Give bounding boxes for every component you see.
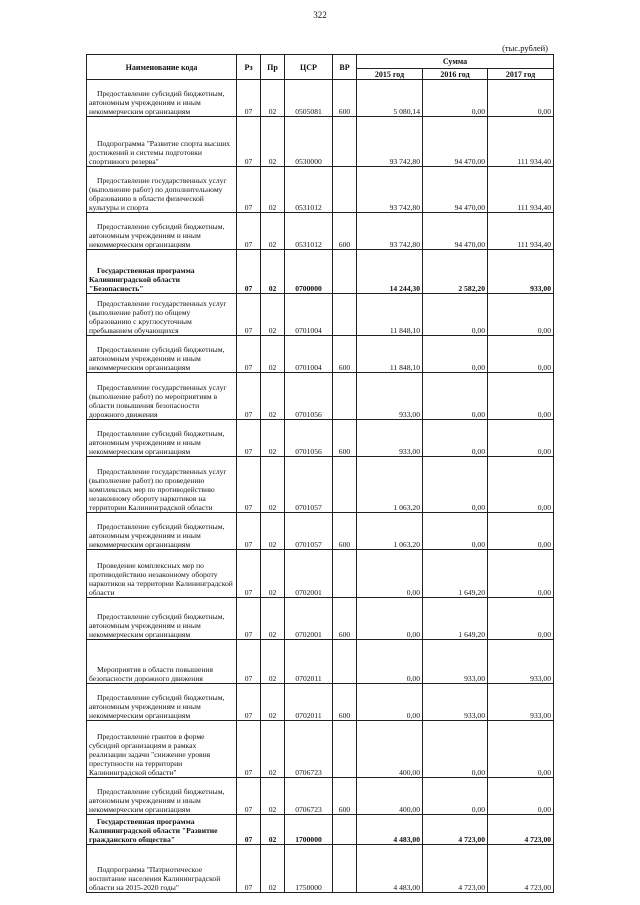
row-amount-2017: 4 723,00 — [488, 815, 554, 845]
row-pr: 02 — [261, 598, 285, 640]
row-rz: 07 — [237, 80, 261, 117]
row-amount-2017: 933,00 — [488, 684, 554, 721]
row-csr: 0702011 — [285, 684, 333, 721]
table-row — [87, 294, 554, 336]
row-amount-2015: 93 742,80 — [357, 213, 423, 250]
row-rz: 07 — [237, 550, 261, 598]
row-vr: 600 — [333, 598, 357, 640]
row-pr: 02 — [261, 294, 285, 336]
table-row — [87, 815, 554, 845]
row-vr — [333, 250, 357, 294]
row-csr: 0701057 — [285, 457, 333, 513]
row-amount-2015: 11 848,10 — [357, 294, 423, 336]
row-name: Предоставление субсидий бюджетным, автономным учреждениям и иным некоммерческим организациям — [87, 420, 237, 457]
row-amount-2016: 1 649,20 — [423, 598, 488, 640]
row-csr: 0706723 — [285, 721, 333, 778]
header-year-2017: 2017 год — [488, 69, 554, 80]
row-amount-2016: 0,00 — [423, 336, 488, 373]
row-rz: 07 — [237, 373, 261, 420]
header-csr: ЦСР — [285, 55, 333, 80]
table-row — [87, 250, 554, 294]
row-pr: 02 — [261, 815, 285, 845]
header-name: Наименование кода — [87, 55, 237, 80]
row-csr: 0701057 — [285, 513, 333, 550]
row-amount-2017: 0,00 — [488, 721, 554, 778]
row-amount-2017: 0,00 — [488, 373, 554, 420]
table-body — [87, 80, 554, 893]
row-name: Государственная программа Калининградской области "Безопасность" — [87, 250, 237, 294]
row-name: Предоставление субсидий бюджетным, автономным учреждениям и иным некоммерческим организациям — [87, 336, 237, 373]
row-name: Предоставление субсидий бюджетным, автономным учреждениям и иным некоммерческим организациям — [87, 513, 237, 550]
row-rz: 07 — [237, 845, 261, 893]
row-amount-2016: 0,00 — [423, 721, 488, 778]
row-amount-2015: 1 063,20 — [357, 457, 423, 513]
row-pr: 02 — [261, 845, 285, 893]
row-name: Предоставление субсидий бюджетным, автономным учреждениям и иным некоммерческим организациям — [87, 684, 237, 721]
row-amount-2017: 0,00 — [488, 513, 554, 550]
row-name: Мероприятия в области повышения безопасности дорожного движения — [87, 640, 237, 684]
row-csr: 1750000 — [285, 845, 333, 893]
row-amount-2017: 933,00 — [488, 250, 554, 294]
row-rz: 07 — [237, 513, 261, 550]
row-amount-2016: 94 470,00 — [423, 213, 488, 250]
row-amount-2016: 0,00 — [423, 778, 488, 815]
row-pr: 02 — [261, 213, 285, 250]
row-pr: 02 — [261, 457, 285, 513]
row-pr: 02 — [261, 513, 285, 550]
row-amount-2015: 0,00 — [357, 598, 423, 640]
row-name: Государственная программа Калининградской области "Развитие гражданского общества" — [87, 815, 237, 845]
row-vr — [333, 294, 357, 336]
row-amount-2016: 4 723,00 — [423, 815, 488, 845]
row-pr: 02 — [261, 778, 285, 815]
table-row — [87, 721, 554, 778]
row-rz: 07 — [237, 684, 261, 721]
table-row — [87, 598, 554, 640]
row-amount-2015: 14 244,30 — [357, 250, 423, 294]
row-csr: 1700000 — [285, 815, 333, 845]
row-vr: 600 — [333, 80, 357, 117]
row-amount-2017: 0,00 — [488, 550, 554, 598]
row-csr: 0701004 — [285, 294, 333, 336]
row-name: Предоставление государственных услуг (выполнение работ) по проведению комплексных мер по противодействию незаконному обороту наркотиков на территории Калининградской области — [87, 457, 237, 513]
budget-table — [86, 54, 554, 893]
row-pr: 02 — [261, 420, 285, 457]
table-row — [87, 213, 554, 250]
row-rz: 07 — [237, 336, 261, 373]
row-amount-2015: 93 742,80 — [357, 117, 423, 167]
row-pr: 02 — [261, 80, 285, 117]
row-vr: 600 — [333, 778, 357, 815]
units-label: (тыс.рублей) — [502, 43, 548, 53]
row-rz: 07 — [237, 250, 261, 294]
row-name: Предоставление субсидий бюджетным, автономным учреждениям и иным некоммерческим организациям — [87, 778, 237, 815]
row-name: Предоставление субсидий бюджетным, автономным учреждениям и иным некоммерческим организациям — [87, 80, 237, 117]
row-amount-2016: 0,00 — [423, 457, 488, 513]
row-csr: 0702001 — [285, 550, 333, 598]
row-csr: 0531012 — [285, 213, 333, 250]
row-rz: 07 — [237, 167, 261, 213]
row-csr: 0700000 — [285, 250, 333, 294]
row-amount-2016: 94 470,00 — [423, 117, 488, 167]
row-amount-2017: 0,00 — [488, 336, 554, 373]
header-year-2016: 2016 год — [423, 69, 488, 80]
row-name: Подпрограмма "Патриотическое воспитание населения Калининградской области на 2015-2020 годы" — [87, 845, 237, 893]
row-amount-2017: 111 934,40 — [488, 117, 554, 167]
row-amount-2017: 0,00 — [488, 80, 554, 117]
row-rz: 07 — [237, 778, 261, 815]
row-vr — [333, 845, 357, 893]
row-amount-2015: 93 742,80 — [357, 167, 423, 213]
row-amount-2017: 4 723,00 — [488, 845, 554, 893]
row-vr — [333, 721, 357, 778]
row-amount-2016: 0,00 — [423, 294, 488, 336]
header-rz: Рз — [237, 55, 261, 80]
row-pr: 02 — [261, 373, 285, 420]
row-name: Подпрограмма "Развитие спорта высших достижений и системы подготовки спортивного резерва" — [87, 117, 237, 167]
row-name: Проведение комплексных мер по противодействию незаконному обороту наркотиков на территории Калининградской области — [87, 550, 237, 598]
row-amount-2015: 933,00 — [357, 373, 423, 420]
row-amount-2015: 4 483,00 — [357, 815, 423, 845]
row-amount-2015: 400,00 — [357, 721, 423, 778]
row-amount-2015: 4 483,00 — [357, 845, 423, 893]
row-amount-2016: 0,00 — [423, 513, 488, 550]
row-amount-2015: 11 848,10 — [357, 336, 423, 373]
row-rz: 07 — [237, 457, 261, 513]
header-vr: ВР — [333, 55, 357, 80]
table-row — [87, 373, 554, 420]
table-row — [87, 513, 554, 550]
row-rz: 07 — [237, 420, 261, 457]
row-vr — [333, 117, 357, 167]
row-csr: 0706723 — [285, 778, 333, 815]
row-amount-2016: 0,00 — [423, 373, 488, 420]
row-vr — [333, 640, 357, 684]
row-csr: 0531012 — [285, 167, 333, 213]
header-year-2015: 2015 год — [357, 69, 423, 80]
row-name: Предоставление грантов в форме субсидий организациям в рамках реализации задачи "снижение уровня преступности на территории Калининградской области" — [87, 721, 237, 778]
row-amount-2017: 0,00 — [488, 778, 554, 815]
row-name: Предоставление субсидий бюджетным, автономным учреждениям и иным некоммерческим организациям — [87, 213, 237, 250]
header-pr: Пр — [261, 55, 285, 80]
row-amount-2016: 2 582,20 — [423, 250, 488, 294]
row-rz: 07 — [237, 721, 261, 778]
row-amount-2017: 0,00 — [488, 457, 554, 513]
row-vr: 600 — [333, 420, 357, 457]
row-vr — [333, 550, 357, 598]
row-amount-2016: 0,00 — [423, 420, 488, 457]
row-name: Предоставление субсидий бюджетным, автономным учреждениям и иным некоммерческим организациям — [87, 598, 237, 640]
row-name: Предоставление государственных услуг (выполнение работ) по мероприятиям в области повышения безопасности дорожного движения — [87, 373, 237, 420]
row-pr: 02 — [261, 336, 285, 373]
page-number: 322 — [313, 10, 327, 20]
row-csr: 0701056 — [285, 373, 333, 420]
table-row — [87, 684, 554, 721]
table-row — [87, 640, 554, 684]
row-rz: 07 — [237, 640, 261, 684]
row-pr: 02 — [261, 167, 285, 213]
row-name: Предоставление государственных услуг (выполнение работ) по общему образованию с круглосуточным пребыванием обучающихся — [87, 294, 237, 336]
row-amount-2015: 5 080,14 — [357, 80, 423, 117]
row-amount-2016: 94 470,00 — [423, 167, 488, 213]
row-rz: 07 — [237, 294, 261, 336]
table-row — [87, 117, 554, 167]
row-vr: 600 — [333, 213, 357, 250]
row-amount-2016: 933,00 — [423, 640, 488, 684]
table-row — [87, 336, 554, 373]
table-row — [87, 420, 554, 457]
row-amount-2015: 0,00 — [357, 684, 423, 721]
row-rz: 07 — [237, 213, 261, 250]
row-csr: 0701056 — [285, 420, 333, 457]
row-vr — [333, 167, 357, 213]
table-row — [87, 80, 554, 117]
row-name: Предоставление государственных услуг (выполнение работ) по дополнительному образованию в области физической культуры и спорта — [87, 167, 237, 213]
row-csr: 0505081 — [285, 80, 333, 117]
row-vr: 600 — [333, 513, 357, 550]
row-csr: 0530000 — [285, 117, 333, 167]
row-csr: 0702001 — [285, 598, 333, 640]
row-rz: 07 — [237, 117, 261, 167]
row-csr: 0701004 — [285, 336, 333, 373]
row-vr: 600 — [333, 684, 357, 721]
row-amount-2015: 0,00 — [357, 550, 423, 598]
row-amount-2015: 0,00 — [357, 640, 423, 684]
table-row — [87, 778, 554, 815]
row-rz: 07 — [237, 815, 261, 845]
row-amount-2016: 933,00 — [423, 684, 488, 721]
row-amount-2017: 0,00 — [488, 420, 554, 457]
row-amount-2017: 0,00 — [488, 598, 554, 640]
row-amount-2015: 400,00 — [357, 778, 423, 815]
table-row — [87, 845, 554, 893]
row-amount-2017: 111 934,40 — [488, 167, 554, 213]
row-amount-2016: 0,00 — [423, 80, 488, 117]
row-pr: 02 — [261, 550, 285, 598]
header-sum: Сумма — [357, 55, 554, 69]
row-vr — [333, 815, 357, 845]
row-amount-2016: 4 723,00 — [423, 845, 488, 893]
row-pr: 02 — [261, 684, 285, 721]
row-amount-2017: 111 934,40 — [488, 213, 554, 250]
row-amount-2017: 0,00 — [488, 294, 554, 336]
row-rz: 07 — [237, 598, 261, 640]
row-vr — [333, 373, 357, 420]
table-row — [87, 457, 554, 513]
row-pr: 02 — [261, 721, 285, 778]
row-vr — [333, 457, 357, 513]
row-amount-2016: 1 649,20 — [423, 550, 488, 598]
table-row — [87, 167, 554, 213]
row-amount-2015: 933,00 — [357, 420, 423, 457]
row-pr: 02 — [261, 640, 285, 684]
row-amount-2015: 1 063,20 — [357, 513, 423, 550]
row-csr: 0702011 — [285, 640, 333, 684]
row-vr: 600 — [333, 336, 357, 373]
table-row — [87, 550, 554, 598]
row-pr: 02 — [261, 117, 285, 167]
row-pr: 02 — [261, 250, 285, 294]
row-amount-2017: 933,00 — [488, 640, 554, 684]
